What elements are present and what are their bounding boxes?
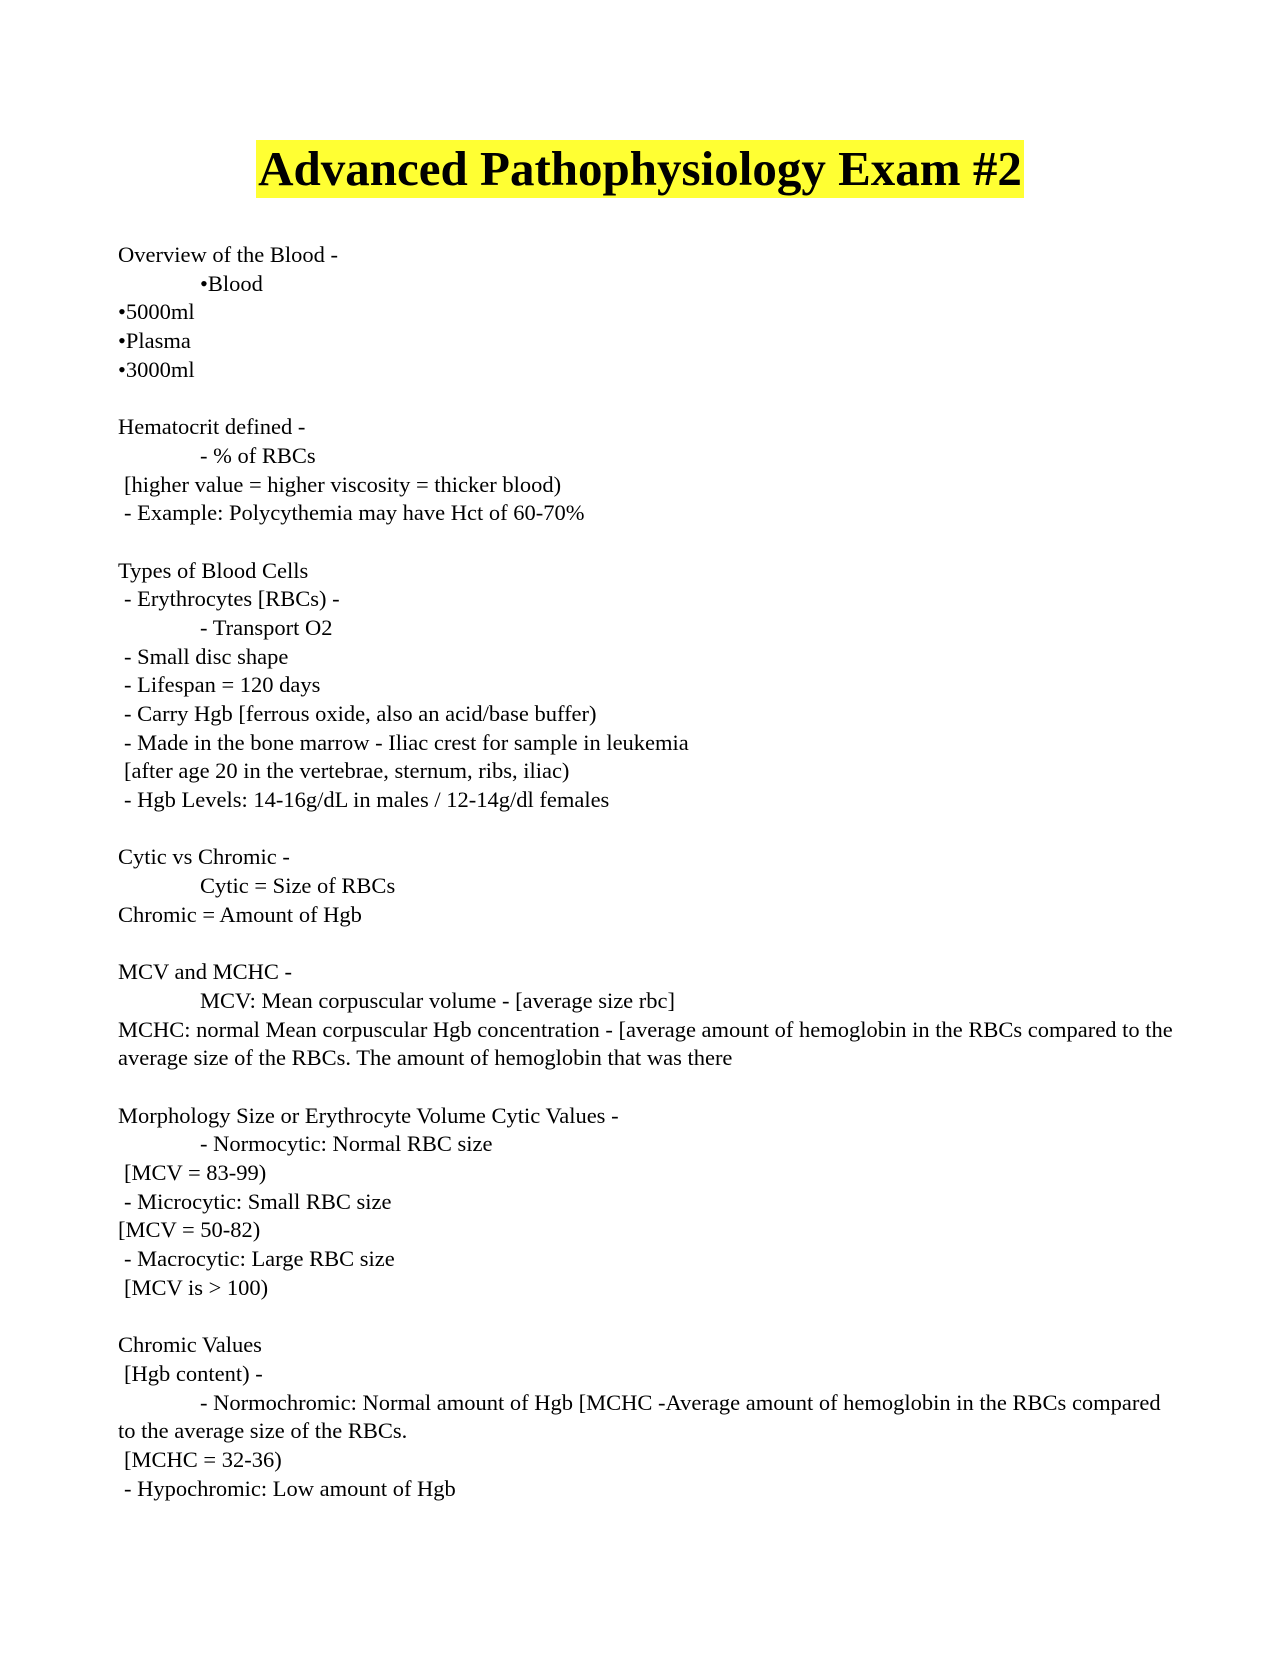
list-item: [MCV is > 100) (124, 1274, 269, 1300)
list-item: •Blood (200, 270, 263, 296)
list-item: [MCV = 50-82) (118, 1217, 261, 1243)
list-item: Cytic = Size of RBCs (200, 873, 396, 899)
list-item: •5000ml (118, 299, 195, 325)
list-item: [higher value = higher viscosity = thicker blood) (124, 471, 562, 497)
list-item: - Example: Polycythemia may have Hct of 60-70% (124, 500, 585, 526)
list-item: [MCHC = 32-36) (124, 1446, 282, 1472)
list-item: - Hgb Levels: 14-16g/dL in males / 12-14g/dl females (124, 787, 610, 813)
list-item: MCV: Mean corpuscular volume - [average size rbc] (200, 987, 676, 1013)
list-item: MCHC: normal Mean corpuscular Hgb concentration - [average amount of hemoglobin in the RBCs compared to the average size of the RBCs. The amount of hemoglobin that was there (118, 1016, 1173, 1071)
list-item: •3000ml (118, 356, 195, 382)
list-item: - % of RBCs (200, 442, 316, 468)
section-heading-cell-types: Types of Blood Cells (118, 557, 309, 583)
section-heading-overview: Overview of the Blood - (118, 242, 338, 267)
section-heading-hematocrit: Hematocrit defined - (118, 414, 306, 440)
section-heading-mcv-mchc: MCV and MCHC - (118, 959, 292, 985)
list-item: [after age 20 in the vertebrae, sternum, ribs, iliac) (124, 758, 570, 784)
list-item: - Hypochromic: Low amount of Hgb (124, 1475, 456, 1501)
list-item: - Normochromic: Normal amount of Hgb [MCHC -Average amount of hemoglobin in the RBCs compared to the average size of the RBCs. (118, 1389, 1161, 1444)
spacer (118, 930, 1178, 959)
list-item: - Erythrocytes [RBCs) - (124, 586, 340, 612)
spacer (118, 528, 1178, 557)
page-title: Advanced Pathophysiology Exam #2 (258, 141, 1022, 196)
list-item: [Hgb content) - (124, 1360, 263, 1386)
list-item: •Plasma (118, 328, 191, 354)
spacer (118, 815, 1178, 844)
title-container (0, 140, 1280, 198)
list-item: Chromic = Amount of Hgb (118, 901, 362, 927)
document-body (118, 241, 1178, 1503)
list-item: - Microcytic: Small RBC size (124, 1188, 392, 1214)
list-item: - Carry Hgb [ferrous oxide, also an acid/base buffer) (124, 701, 597, 726)
section-heading-cytic-chromic: Cytic vs Chromic - (118, 844, 290, 870)
section-heading-morphology: Morphology Size or Erythrocyte Volume Cytic Values - (118, 1102, 619, 1128)
list-item: - Macrocytic: Large RBC size (124, 1246, 395, 1272)
list-item: - Small disc shape (124, 643, 289, 669)
list-item: - Lifespan = 120 days (124, 672, 321, 698)
list-item: [MCV = 83-99) (124, 1160, 267, 1186)
spacer (118, 384, 1178, 413)
spacer (118, 1302, 1178, 1331)
list-item: - Normocytic: Normal RBC size (200, 1131, 493, 1157)
section-heading-chromic-values: Chromic Values (118, 1332, 262, 1358)
spacer (118, 1073, 1178, 1102)
list-item: - Transport O2 (200, 614, 333, 640)
list-item: - Made in the bone marrow - Iliac crest for sample in leukemia (124, 729, 689, 755)
